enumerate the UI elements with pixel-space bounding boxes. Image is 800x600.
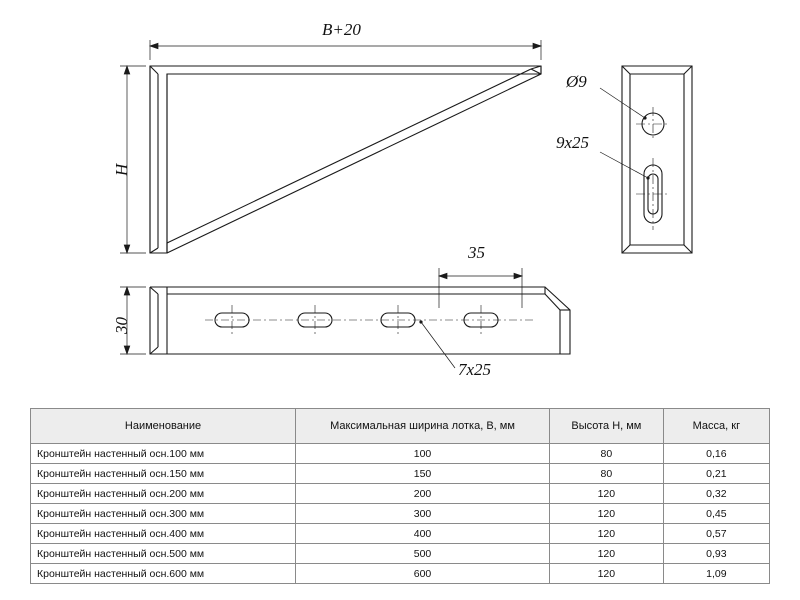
table-header-row xyxy=(31,409,770,444)
cell-height: 80 xyxy=(549,464,663,484)
cell-name: Кронштейн настенный осн.600 мм xyxy=(31,564,296,584)
cell-mass: 0,45 xyxy=(663,504,769,524)
bracket-side-outline xyxy=(150,66,541,253)
bracket-end-view xyxy=(622,66,692,253)
cell-height: 120 xyxy=(549,524,663,544)
dimension-label-slot-base: 7x25 xyxy=(458,360,492,379)
cell-height: 120 xyxy=(549,504,663,524)
cell-max-width: 400 xyxy=(296,524,550,544)
cell-height: 80 xyxy=(549,444,663,464)
diagonal-brace-edge xyxy=(167,74,541,253)
cell-name: Кронштейн настенный осн.100 мм xyxy=(31,444,296,464)
table-header-max-width: Максимальная ширина лотка, В, мм xyxy=(296,409,550,444)
table-row xyxy=(31,544,770,564)
cell-name: Кронштейн настенный осн.200 мм xyxy=(31,484,296,504)
cell-name: Кронштейн настенный осн.300 мм xyxy=(31,504,296,524)
dimension-label-height: H xyxy=(112,163,131,176)
cell-mass: 0,32 xyxy=(663,484,769,504)
table-row xyxy=(31,504,770,524)
cell-mass: 0,57 xyxy=(663,524,769,544)
cell-mass: 1,09 xyxy=(663,564,769,584)
table-row xyxy=(31,484,770,504)
table-row xyxy=(31,524,770,544)
cell-max-width: 600 xyxy=(296,564,550,584)
cell-height: 120 xyxy=(549,544,663,564)
leader-slot-base xyxy=(421,322,455,368)
bracket-plan-view xyxy=(150,287,570,354)
dimension-label-slot-end: 9x25 xyxy=(556,133,590,152)
table-header-name: Наименование xyxy=(31,409,296,444)
cell-max-width: 300 xyxy=(296,504,550,524)
table-row xyxy=(31,444,770,464)
dimension-slot-pitch xyxy=(439,268,522,308)
dimension-label-slot-pitch: 35 xyxy=(468,243,485,262)
table-header-mass: Масса, кг xyxy=(663,409,769,444)
cell-max-width: 100 xyxy=(296,444,550,464)
cell-height: 120 xyxy=(549,564,663,584)
cell-name: Кронштейн настенный осн.150 мм xyxy=(31,464,296,484)
cell-name: Кронштейн настенный осн.400 мм xyxy=(31,524,296,544)
cell-max-width: 150 xyxy=(296,464,550,484)
cell-max-width: 200 xyxy=(296,484,550,504)
dimension-top-width xyxy=(150,40,541,60)
specification-table xyxy=(30,408,770,584)
leader-slot-end xyxy=(600,152,648,178)
cell-name: Кронштейн настенный осн.500 мм xyxy=(31,544,296,564)
cell-mass: 0,93 xyxy=(663,544,769,564)
cell-mass: 0,21 xyxy=(663,464,769,484)
table-row xyxy=(31,464,770,484)
dimension-label-top-width: B+20 xyxy=(322,20,361,39)
diagonal-brace-inner xyxy=(167,69,531,243)
cell-max-width: 500 xyxy=(296,544,550,564)
dimension-label-hole-dia: Ø9 xyxy=(566,72,587,91)
dimension-height xyxy=(120,66,146,253)
table-row xyxy=(31,564,770,584)
cell-height: 120 xyxy=(549,484,663,504)
cell-mass: 0,16 xyxy=(663,444,769,464)
table-header-height: Высота Н, мм xyxy=(549,409,663,444)
dimension-label-profile-height: 30 xyxy=(112,317,131,334)
